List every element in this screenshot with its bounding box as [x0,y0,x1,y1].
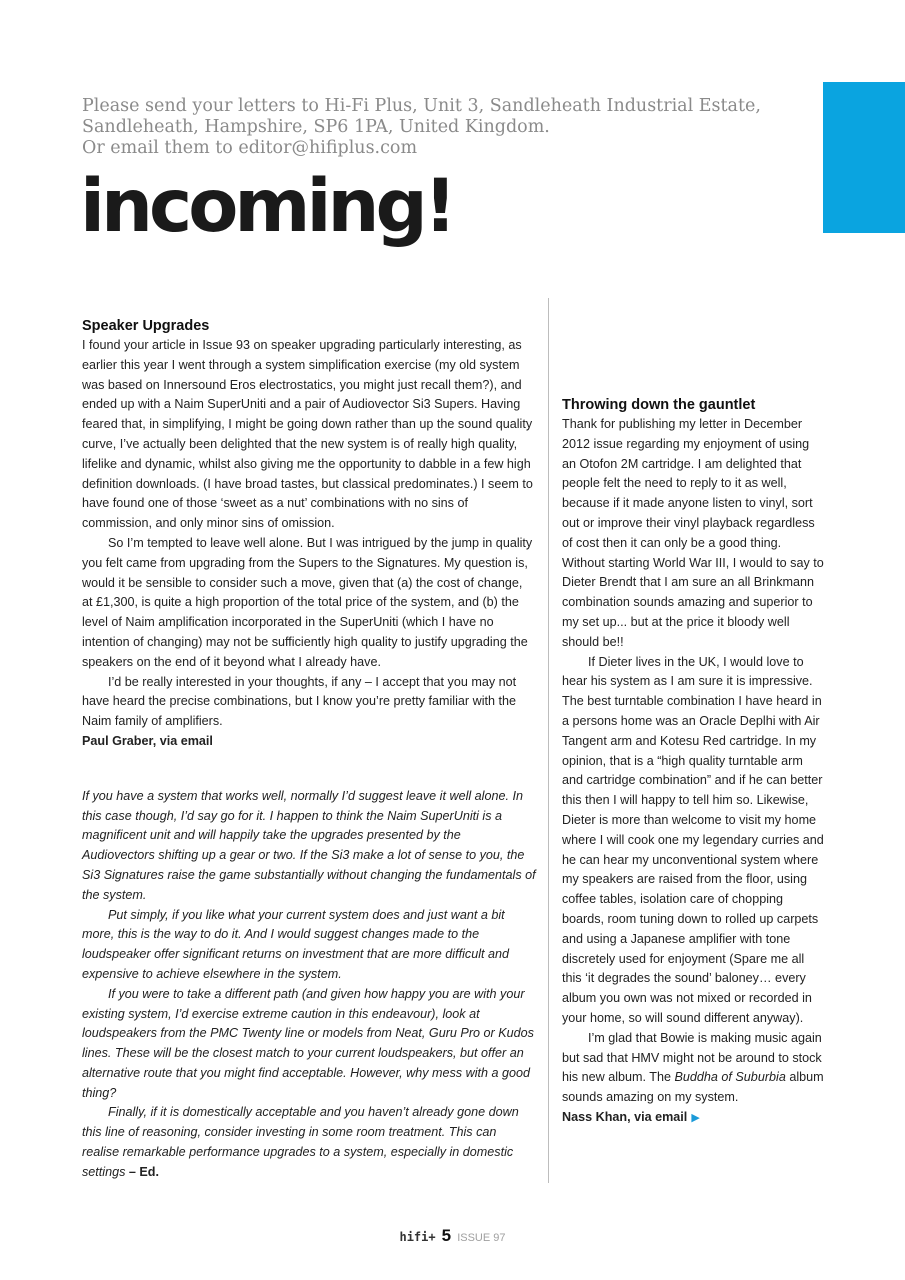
letter-paragraph [562,1029,824,1108]
address-line: Or email them to editor@hifiplus.com [82,138,418,158]
signature-text: Nass Khan, via email [562,1109,688,1124]
editor-reply [82,787,536,1183]
page-number: 5 [441,1226,452,1245]
hifi-logo: hifi+ [399,1230,436,1244]
letter-text: I’m glad that Bowie is making music again but sad that HMV might not be around to stock his new album. The [562,1030,822,1085]
reply-paragraph: If you were to take a different path (and given how happy you are with your existing system, I’d exercise extreme caution in this endeavour), look at loudspeakers from the PMC Twenty line or models from Neat, Guru Pro or Kudos lines. These will be the closest match to your current loudspeakers, but offer an alternative route that you might find acceptable. However, why mess with a good thing? [82,986,534,1100]
page-title: incoming! [80,164,454,249]
album-title: Buddha of Suburbia [674,1070,786,1085]
letter-signature [562,1108,824,1129]
reply-paragraph-text: Finally, if it is domestically acceptable and you haven’t already gone down this line of reasoning, consider investing in some room treatment. This can realise remarkable performance upgrades to a system, especially in domestic settings [82,1105,519,1179]
address-line: Sandleheath, Hampshire, SP6 1PA, United Kingdom. [82,117,550,137]
letter-heading: Throwing down the gauntlet [562,397,756,413]
letter-heading: Speaker Upgrades [82,318,210,334]
letter-paragraph: If Dieter lives in the UK, I would love to hear his system as I am sure it is impressive. The best turntable combination I have heard in a persons home was an Oracle Deplhi with Air Tangent arm and Kotesu Red cartridge. In my opinion, that is a “high quality turntable arm and cartridge combination” and if he can better this then I will happy to tell him so. Likewise, Dieter is more than welcome to visit my home where I will cook one my legendary curries and he can hear my unconventional system where my speakers are raised from the floor, using coffee tables, isolation care of chopping boards, room tuning down to rolled up carpets and using a Japanese amplifier with tone discretely used for enjoyment (Spare me all this ‘it degrades the sound’ baloney… every album you own was not mixed or recorded in your home, so will sound different anyway). [562,654,824,1025]
editor-mark: – Ed. [128,1164,160,1179]
letter-text: album sounds amazing on my system. [562,1070,824,1105]
page-footer [0,1226,905,1246]
column-divider [548,298,549,1183]
reply-paragraph [82,1103,536,1182]
right-column [562,395,824,1129]
reply-paragraph: If you have a system that works well, normally I’d suggest leave it well alone. In this case though, I’d say go for it. I happen to think the Naim SuperUniti is a magnificent unit and will happily take the upgrades presented by the Audiovectors shifting up a gear or two. If the Si3 make a lot of sense to you, the Si3 Signatures raise the game substantially without changing the fundamentals of the system. [82,788,536,902]
letter-signature: Paul Graber, via email [82,733,213,748]
letter-paragraph: I’d be really interested in your thoughts, if any – I accept that you may not have heard the precise combinations, but I know you’re pretty familiar with the Naim family of amplifiers. [82,674,517,729]
letter-paragraph: I found your article in Issue 93 on speaker upgrading particularly interesting, as earlier this year I went through a system simplification exercise (my old system was based on Innersound Eros electrostatics, you might just recall them?), and ended up with a Naim SuperUniti and a pair of Audiovector Si3 Supers. Having feared that, in simplifying, I might be going down rather than up the sound quality curve, I’ve actually been delighted that the new system is of really high quality, lifelike and dynamic, whilst also giving me the opportunity to dabble in a few high definition downloads. (I have broad tastes, but classical predominates.) I seem to have found one of those ‘sweet as a nut’ combinations with no sins of commission, and only minor sins of omission. [82,338,533,531]
blue-tab [823,82,905,233]
reply-paragraph: Put simply, if you like what your current system does and just want a bit more, this is the way to do it. And I would suggest changes made to the loudspeaker offer significant returns on investment that are more difficult and expensive to achieve elsewhere in the system. [82,907,510,981]
letter-paragraph: Thank for publishing my letter in December 2012 issue regarding my enjoyment of using an Otofon 2M cartridge. I am delighted that people felt the need to reply to it as well, because if it made anyone listen to vinyl, sort out or improve their vinyl playback regardless of cost then it can only be a good thing. Without starting World War III, I would to say to Dieter Brendt that I am sure an all Brinkmann combination sounds amazing and superior to my set up... but at the price it bloody well should be!! [562,417,824,649]
letter-paragraph: So I’m tempted to leave well alone. But I was intrigued by the jump in quality you felt came from upgrading from the Supers to the Signatures. My question is, would it be sensible to consider such a move, given that (a) the cost of change, at £1,300, is quite a high proportion of the total price of the system, and (b) the level of Naim amplification incorporated in the SuperUniti (which I have no intention of changing) may not be sufficiently high quality to justify upgrading the speakers on the end of it beyond what I already have. [82,535,533,669]
left-column [82,316,536,1183]
address-line: Please send your letters to Hi-Fi Plus, Unit 3, Sandleheath Industrial Estate, [82,96,761,116]
issue-label: ISSUE 97 [457,1232,506,1244]
submission-address [82,96,782,159]
continue-arrow-icon: ▶ [691,1111,700,1124]
